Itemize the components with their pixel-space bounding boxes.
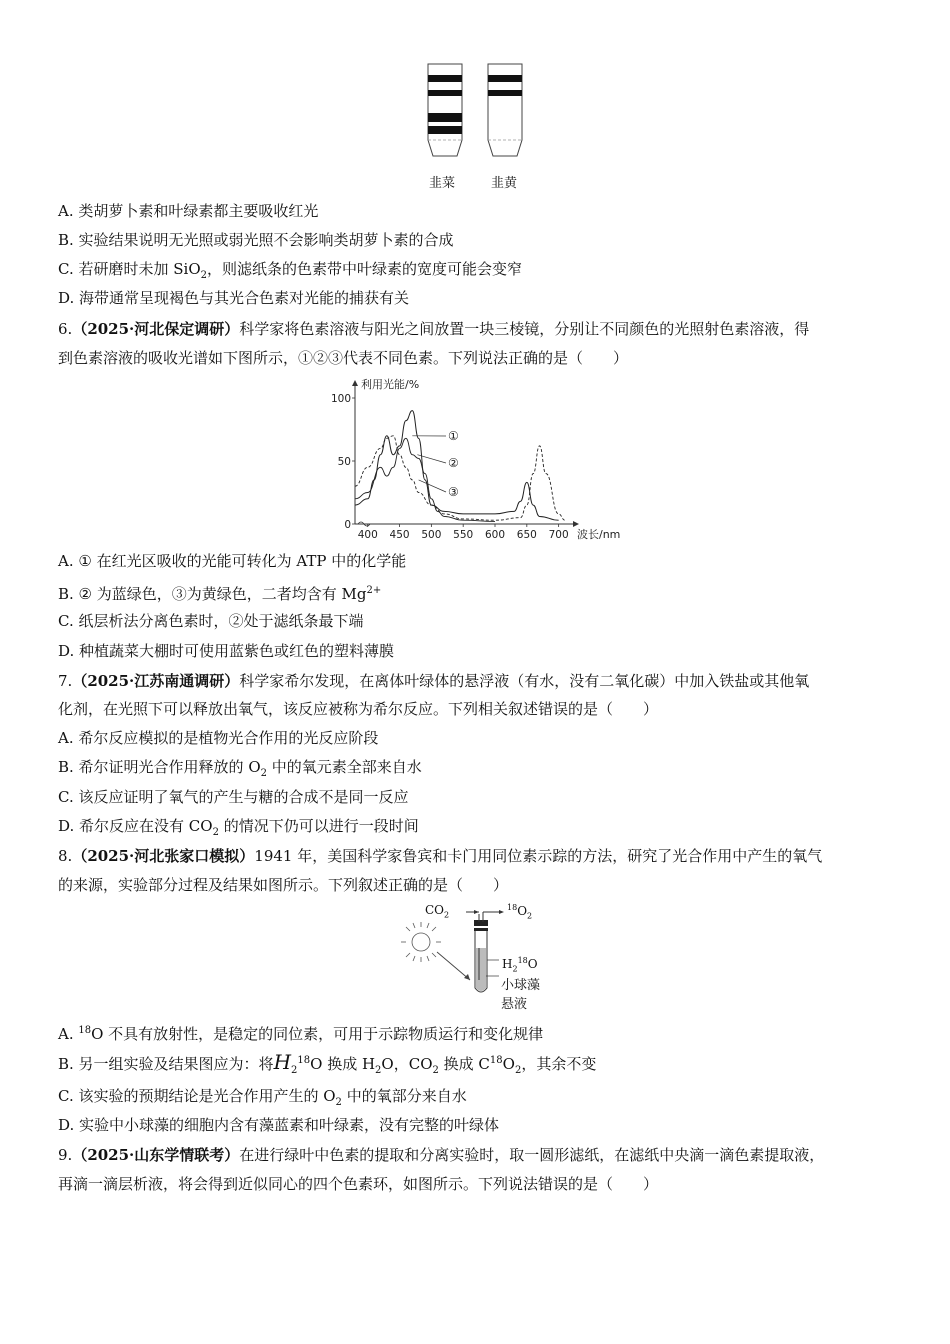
q5-option-a: A. 类胡萝卜素和叶绿素都主要吸收红光 bbox=[58, 202, 319, 220]
q9-stem-line2: 再滴一滴层析液，将会得到近似同心的四个色素环，如图所示。下列说法错误的是（ ） bbox=[58, 1175, 659, 1193]
q7-option-c: C. 该反应证明了氧气的产生与糖的合成不是同一反应 bbox=[58, 788, 409, 806]
q6-source: （2025·河北保定调研） bbox=[72, 320, 240, 338]
fig-h2o-post: O bbox=[527, 957, 538, 971]
fig-h2o-label bbox=[502, 956, 538, 973]
q8-stem1: 1941 年，美国科学家鲁宾和卡门用同位素示踪的方法，研究了光合作用中产生的氧气 bbox=[254, 847, 823, 865]
q8-option-a bbox=[58, 1020, 543, 1045]
q5-option-c-pre: C. 若研磨时未加 SiO bbox=[58, 260, 201, 278]
absorption-spectrum-chart bbox=[330, 374, 630, 544]
series-leader-3 bbox=[419, 480, 446, 492]
q8-number: 8. bbox=[58, 847, 73, 865]
q6-option-b bbox=[58, 580, 381, 605]
q7-option-d-pre: D. 希尔反应在没有 CO bbox=[58, 817, 213, 835]
x-tick-label: 500 bbox=[421, 529, 442, 541]
series-line-1 bbox=[355, 436, 565, 520]
x-tick-label: 550 bbox=[453, 529, 474, 541]
q8-option-b-mid3: 换成 C bbox=[438, 1055, 490, 1073]
x-tick-label: 700 bbox=[548, 529, 569, 541]
fig-h2o-pre: H bbox=[502, 957, 513, 971]
q7-option-a: A. 希尔反应模拟的是植物光合作用的光反应阶段 bbox=[58, 729, 379, 747]
q8-option-d: D. 实验中小球藻的细胞内含有藻蓝素和叶绿素，没有完整的叶绿体 bbox=[58, 1116, 500, 1134]
q7-stem-line2: 化剂，在光照下可以释放出氧气，该反应被称为希尔反应。下列相关叙述错误的是（ ） bbox=[58, 700, 659, 718]
strip-label-jiucai: 韭菜 bbox=[429, 176, 456, 191]
q9-stem1: 在进行绿叶中色素的提取和分离实验时，取一圆形滤纸，在滤纸中央滴一滴色素提取液， bbox=[239, 1146, 825, 1164]
q8-option-b-post: ，其余不变 bbox=[521, 1055, 597, 1073]
x-axis-arrow bbox=[573, 521, 579, 527]
q8-option-b-h-sup: 18 bbox=[297, 1055, 311, 1066]
q8-option-b-mid1-sub: 2 bbox=[375, 1065, 382, 1076]
series-label-2: ② bbox=[448, 456, 459, 470]
x-axis-label: 波长/nm bbox=[577, 528, 621, 541]
q8-stem-line2: 的来源，实验部分过程及结果如图所示。下列叙述正确的是（ ） bbox=[58, 876, 509, 894]
q6-stem-line2: 到色素溶液的吸收光谱如下图所示，①②③代表不同色素。下列说法正确的是（ ） bbox=[58, 349, 629, 367]
q6-option-b-sup: 2+ bbox=[366, 585, 382, 596]
x-tick-label: 400 bbox=[357, 529, 378, 541]
strip-jiucai bbox=[428, 64, 462, 156]
q6-stem1: 科学家将色素溶液与阳光之间放置一块三棱镜，分别让不同颜色的光照射色素溶液，得 bbox=[239, 320, 810, 338]
q8-option-a-pre: A. bbox=[58, 1025, 79, 1043]
y-tick-label: 50 bbox=[337, 456, 351, 468]
q7-option-b bbox=[58, 756, 422, 785]
q8-option-b-h: H bbox=[273, 1050, 292, 1074]
x-tick-label: 650 bbox=[516, 529, 537, 541]
ruben-kamen-figure bbox=[400, 900, 570, 1015]
fig-o2-label bbox=[507, 903, 532, 920]
q6-number: 6. bbox=[58, 320, 73, 338]
y-axis-label: 利用光能/% bbox=[361, 378, 420, 391]
q7-source: （2025·江苏南通调研） bbox=[72, 672, 240, 690]
y-tick-label: 100 bbox=[330, 393, 351, 405]
q5-option-c-post: ，则滤纸条的色素带中叶绿素的宽度可能会变窄 bbox=[207, 260, 523, 278]
q8-stem-line1 bbox=[58, 845, 822, 867]
q8-option-b-mid4: O bbox=[502, 1055, 515, 1073]
q7-option-d-post: 的情况下仍可以进行一段时间 bbox=[218, 817, 419, 835]
fig-h2o-sup: 18 bbox=[517, 956, 528, 965]
fig-o2-sub: 2 bbox=[527, 911, 533, 921]
fig-co2-label bbox=[425, 903, 449, 919]
series-label-1: ① bbox=[448, 429, 459, 443]
y-axis-arrow bbox=[352, 380, 358, 386]
q7-option-d bbox=[58, 815, 419, 844]
x-tick-label: 600 bbox=[484, 529, 506, 541]
light-arrow bbox=[437, 952, 470, 980]
fig-co2-sub: 2 bbox=[444, 910, 450, 920]
sun-icon bbox=[401, 922, 441, 962]
q7-stem1: 科学家希尔发现，在离体叶绿体的悬浮液（有水，没有二氧化碳）中加入铁盐或其他氧 bbox=[239, 672, 810, 690]
q6-option-b-pre: B. ② 为蓝绿色，③为黄绿色，二者均含有 Mg bbox=[58, 585, 367, 603]
chromatography-strips-figure bbox=[415, 58, 545, 193]
q6-option-c: C. 纸层析法分离色素时，②处于滤纸条最下端 bbox=[58, 612, 364, 630]
fig-algae-label2: 悬液 bbox=[501, 997, 528, 1012]
q7-option-b-pre: B. 希尔证明光合作用释放的 O bbox=[58, 758, 261, 776]
q8-source: （2025·河北张家口模拟） bbox=[72, 847, 255, 865]
fig-o2-sup: 18 bbox=[507, 903, 518, 912]
fig-co2-text: CO bbox=[425, 903, 445, 917]
q8-option-b bbox=[58, 1050, 596, 1082]
q9-stem-line1 bbox=[58, 1144, 824, 1166]
q8-option-b-pre: B. 另一组实验及结果图应为：将 bbox=[58, 1055, 274, 1073]
q8-option-a-post: O 不具有放射性，是稳定的同位素，可用于示踪物质运行和变化规律 bbox=[91, 1025, 544, 1043]
q8-option-c bbox=[58, 1085, 467, 1114]
q8-option-b-mid1: O 换成 H bbox=[310, 1055, 376, 1073]
q8-option-b-mid2-sub: 2 bbox=[432, 1065, 439, 1076]
q5-option-b: B. 实验结果说明无光照或弱光照不会影响类胡萝卜素的合成 bbox=[58, 231, 454, 249]
q8-option-a-sup: 18 bbox=[78, 1025, 92, 1036]
strip-jiuhuang bbox=[488, 64, 522, 156]
test-tube bbox=[466, 910, 504, 992]
q8-option-b-h-sub: 2 bbox=[291, 1065, 298, 1076]
q7-stem-line1 bbox=[58, 670, 809, 692]
q5-option-d: D. 海带通常呈现褐色与其光合色素对光能的捕获有关 bbox=[58, 289, 410, 307]
strip-label-jiuhuang: 韭黄 bbox=[491, 176, 518, 191]
q8-option-c-sub: 2 bbox=[335, 1097, 342, 1108]
x-tick-label: 450 bbox=[389, 529, 410, 541]
q6-stem-line1 bbox=[58, 318, 809, 340]
q7-option-b-post: 中的氧元素全部来自水 bbox=[267, 758, 422, 776]
q8-option-b-mid4-sub: 2 bbox=[514, 1065, 522, 1076]
q8-option-c-post: 中的氧部分来自水 bbox=[341, 1087, 467, 1105]
q6-option-d: D. 种植蔬菜大棚时可使用蓝紫色或红色的塑料薄膜 bbox=[58, 642, 395, 660]
q9-source: （2025·山东学情联考） bbox=[72, 1146, 240, 1164]
q8-option-b-mid2: O，CO bbox=[381, 1055, 433, 1073]
fig-h2o-sub: 2 bbox=[512, 964, 518, 974]
q8-option-b-mid3-sup: 18 bbox=[489, 1055, 503, 1066]
fig-algae-label1: 小球藻 bbox=[501, 978, 541, 993]
series-label-3: ③ bbox=[448, 485, 459, 499]
q5-option-c-sub: 2 bbox=[200, 270, 207, 281]
y-tick-label: 0 bbox=[344, 519, 351, 531]
q7-number: 7. bbox=[58, 672, 73, 690]
q7-option-b-sub: 2 bbox=[260, 768, 268, 779]
q5-option-c bbox=[58, 258, 522, 287]
q6-option-a: A. ① 在红光区吸收的光能可转化为 ATP 中的化学能 bbox=[58, 552, 407, 570]
fig-o2-text: O bbox=[517, 904, 528, 918]
q8-option-c-pre: C. 该实验的预期结论是光合作用产生的 O bbox=[58, 1087, 336, 1105]
q9-number: 9. bbox=[58, 1146, 73, 1164]
spectrum-svg bbox=[330, 374, 630, 544]
q7-option-d-sub: 2 bbox=[212, 827, 219, 838]
